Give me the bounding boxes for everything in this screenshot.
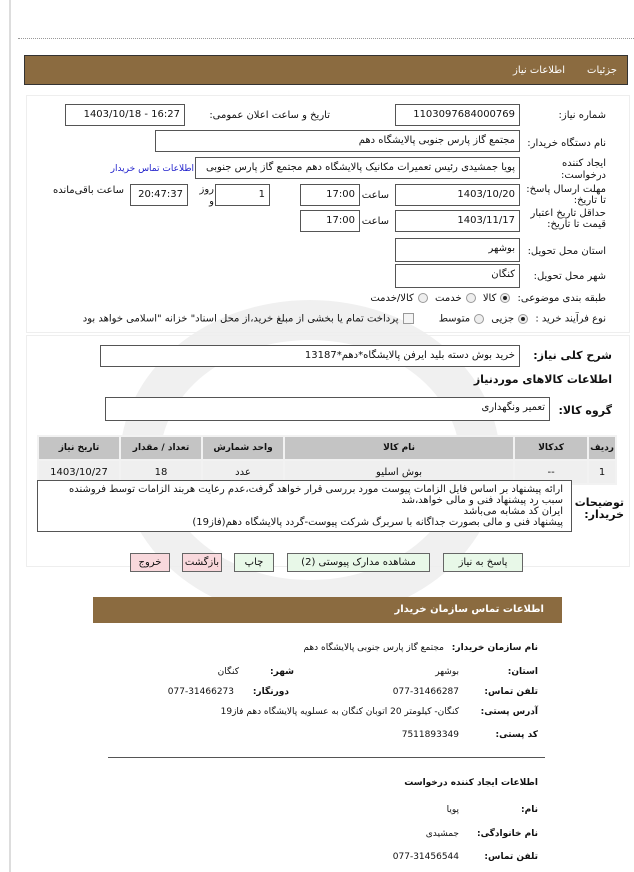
postal-value: 7511893349 [401, 730, 459, 740]
items-title: اطلاعات کالاهای موردنیاز [473, 373, 612, 386]
need-number-field: 1103097684000769 [395, 104, 520, 126]
description-label: توضیحات خریدار: [574, 496, 624, 521]
deadline-date-field: 1403/10/20 [395, 184, 520, 206]
category-label: طبقه بندی موضوعی: [517, 293, 606, 304]
days-field: 1 [215, 184, 270, 206]
exit-button[interactable]: خروج [130, 553, 170, 572]
col-date: تاریخ نیاز [38, 436, 120, 460]
need-number-label: شماره نیاز: [558, 110, 606, 121]
contact-divider [108, 757, 545, 758]
remaining-label: ساعت باقی‌مانده [52, 185, 124, 196]
cell-name: بوش اسلیو [284, 460, 514, 484]
city-label: شهر: [270, 667, 294, 677]
col-qty: تعداد / مقدار [120, 436, 202, 460]
description-line: پیشنهاد فنی و مالی بصورت جداگانه با سربرگ شرکت پیوست-گردد پالایشگاه دهم(فاز19) [192, 517, 563, 528]
print-button[interactable]: چاپ [234, 553, 274, 572]
payment-note: پرداخت تمام یا بخشی از مبلغ خرید،از محل اسناد" خزانه "اسلامی خواهد بود [82, 313, 399, 325]
cell-date: 1403/10/27 [38, 460, 120, 484]
phone-label: تلفن تماس: [484, 687, 538, 697]
contact-title: اطلاعات تماس سازمان خریدار [394, 604, 544, 615]
breadcrumb-details[interactable]: جزئیات [587, 65, 617, 76]
process-row [83, 313, 606, 325]
attachments-button[interactable]: مشاهده مدارک پیوستی (2) [287, 553, 430, 572]
creator-info-title: اطلاعات ایجاد کننده درخواست [404, 778, 538, 788]
fax-value: 077-31466273 [167, 687, 234, 697]
contact-header [93, 597, 562, 623]
summary-label: شرح کلی نیاز: [533, 349, 612, 362]
family-value: جمشیدی [425, 829, 459, 839]
buyer-org-field: مجتمع گاز پارس جنوبی پالایشگاه دهم [155, 130, 520, 152]
validity-label: حداقل تاریخ اعتبار قیمت تا تاریخ: [530, 208, 606, 230]
cell-qty: 18 [120, 460, 202, 484]
back-button[interactable]: بازگشت [182, 553, 222, 572]
group-label: گروه کالا: [558, 404, 612, 417]
process-option-minor: جزیی [491, 313, 515, 325]
validity-time-field: 17:00 [300, 210, 360, 232]
city-label: شهر محل تحویل: [533, 271, 606, 282]
buyer-contact-link[interactable]: اطلاعات تماس خریدار [110, 164, 194, 174]
creator-label: ایجاد کننده درخواست: [561, 158, 606, 181]
col-row: ردیف [588, 436, 616, 460]
remaining-time-field: 20:47:37 [130, 184, 188, 206]
process-radio-medium[interactable] [474, 314, 484, 324]
divider [18, 38, 634, 39]
header-title: اطلاعات نیاز [513, 65, 565, 76]
category-radio-service[interactable] [466, 293, 476, 303]
buyer-org-label: نام دستگاه خریدار: [527, 138, 606, 149]
reply-button[interactable]: پاسخ به نیاز [443, 553, 523, 572]
address-label: آدرس پستی: [480, 707, 538, 717]
col-code: کدکالا [514, 436, 588, 460]
category-radio-goods[interactable] [500, 293, 510, 303]
category-option-service: خدمت [435, 293, 462, 304]
org-label: نام سازمان خریدار: [451, 643, 538, 653]
validity-date-field: 1403/11/17 [395, 210, 520, 232]
header-bar [24, 55, 628, 85]
province-label: استان محل تحویل: [527, 246, 606, 257]
description-line: ارائه پیشنهاد بر اساس فایل الزامات پیوست مورد بررسی قرار خواهد گرفت،عدم رعایت هربند الزامات توسط فروشنده سبب رد پیشنهاد فنی و مالی خواهد،شد [68, 484, 563, 506]
process-radio-minor[interactable] [518, 314, 528, 324]
deadline-time-label: ساعت [361, 190, 389, 201]
col-name: نام کالا [284, 436, 514, 460]
announce-label: تاریخ و ساعت اعلان عمومی: [209, 110, 330, 121]
group-field: تعمیر ونگهداری [105, 397, 550, 421]
validity-time-label: ساعت [361, 216, 389, 227]
province-value: بوشهر [435, 667, 459, 677]
payment-checkbox[interactable] [403, 313, 414, 324]
postal-label: کد پستی: [495, 730, 538, 740]
creator-field: پویا جمشیدی رئیس تعمیرات مکانیک پالایشگاه دهم مجتمع گاز پارس جنوبی [195, 157, 520, 179]
category-option-both: کالا/خدمت [370, 293, 414, 304]
col-unit: واحد شمارش [202, 436, 284, 460]
cell-row: 1 [588, 460, 616, 484]
province-field: بوشهر [395, 238, 520, 262]
address-value: کنگان- کیلومتر 20 اتوبان کنگان به عسلویه پالایشگاه دهم فاز19 [220, 707, 459, 717]
province-label: استان: [507, 667, 538, 677]
name-value: پویا [446, 805, 459, 815]
category-option-goods: کالا [482, 293, 497, 304]
left-border [9, 0, 11, 872]
org-value: مجتمع گاز پارس جنوبی پالایشگاه دهم [303, 643, 444, 653]
city-value: کنگان [217, 667, 239, 677]
category-radio-both[interactable] [418, 293, 428, 303]
items-table [37, 435, 617, 485]
deadline-label: مهلت ارسال پاسخ: تا تاریخ: [526, 184, 606, 206]
creator-phone-value: 077-31456544 [392, 852, 459, 862]
phone-value: 077-31466287 [392, 687, 459, 697]
deadline-time-field: 17:00 [300, 184, 360, 206]
cell-unit: عدد [202, 460, 284, 484]
name-label: نام: [521, 805, 538, 815]
days-label: روز و [199, 184, 214, 207]
process-label: نوع فرآیند خرید : [535, 313, 606, 325]
cell-code: -- [514, 460, 588, 484]
description-line: ایران کد مشابه می‌باشد [463, 506, 563, 517]
summary-field: خرید بوش دسته بلید ایرفن پالایشگاه*دهم*13187 [100, 345, 520, 367]
creator-phone-label: تلفن تماس: [484, 852, 538, 862]
city-field: کنگان [395, 264, 520, 288]
announce-field: 1403/10/18 - 16:27 [65, 104, 185, 126]
category-row [370, 293, 606, 304]
fax-label: دورنگار: [252, 687, 289, 697]
process-option-medium: متوسط [438, 313, 471, 325]
family-label: نام خانوادگی: [476, 829, 538, 839]
description-box [37, 480, 572, 532]
